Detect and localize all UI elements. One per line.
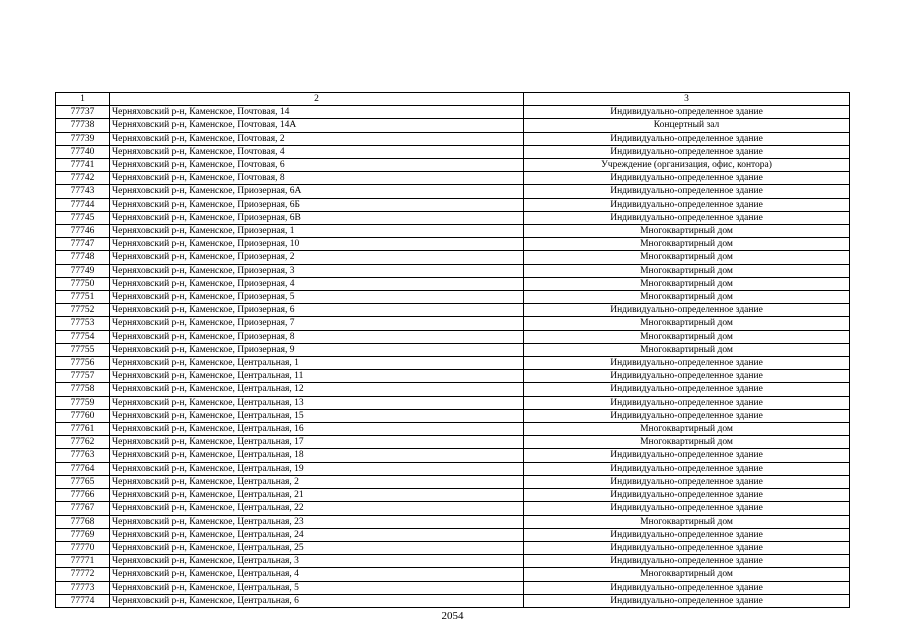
cell-object-number: 77762 — [56, 436, 110, 449]
table-row — [56, 238, 850, 251]
table-row — [56, 555, 850, 568]
cell-object-type: Индивидуально-определенное здание — [524, 211, 850, 224]
page-number: 2054 — [441, 610, 464, 622]
cell-object-type: Многоквартирный дом — [524, 436, 850, 449]
table-row — [56, 462, 850, 475]
cell-object-number: 77752 — [56, 304, 110, 317]
cell-address: Черняховский р-н, Каменское, Почтовая, 14 — [110, 106, 524, 119]
table-row — [56, 251, 850, 264]
table-row — [56, 502, 850, 515]
cell-address: Черняховский р-н, Каменское, Приозерная, 7 — [110, 317, 524, 330]
table-row — [56, 225, 850, 238]
table-row — [56, 317, 850, 330]
table-row — [56, 594, 850, 607]
cell-address: Черняховский р-н, Каменское, Центральная, 24 — [110, 528, 524, 541]
cell-object-number: 77764 — [56, 462, 110, 475]
cell-address: Черняховский р-н, Каменское, Почтовая, 4 — [110, 145, 524, 158]
table-row — [56, 541, 850, 554]
cell-object-type: Индивидуально-определенное здание — [524, 383, 850, 396]
table-row — [56, 185, 850, 198]
table-row — [56, 106, 850, 119]
table-row — [56, 489, 850, 502]
cell-address: Черняховский р-н, Каменское, Центральная, 19 — [110, 462, 524, 475]
column-header-number: 1 — [56, 93, 110, 106]
cell-address: Черняховский р-н, Каменское, Почтовая, 14А — [110, 119, 524, 132]
cell-object-number: 77737 — [56, 106, 110, 119]
cell-address: Черняховский р-н, Каменское, Центральная, 11 — [110, 370, 524, 383]
cell-address: Черняховский р-н, Каменское, Приозерная, 8 — [110, 330, 524, 343]
cell-object-number: 77745 — [56, 211, 110, 224]
cell-object-type: Многоквартирный дом — [524, 291, 850, 304]
table-row — [56, 423, 850, 436]
cell-object-type: Многоквартирный дом — [524, 343, 850, 356]
table-row — [56, 145, 850, 158]
cell-object-number: 77770 — [56, 541, 110, 554]
cell-object-type: Концертный зал — [524, 119, 850, 132]
table-row — [56, 436, 850, 449]
cell-object-type: Индивидуально-определенное здание — [524, 541, 850, 554]
table-row — [56, 264, 850, 277]
table-row — [56, 119, 850, 132]
table-row — [56, 357, 850, 370]
cell-object-number: 77743 — [56, 185, 110, 198]
cell-address: Черняховский р-н, Каменское, Приозерная, 9 — [110, 343, 524, 356]
cell-object-type: Индивидуально-определенное здание — [524, 396, 850, 409]
cell-object-type: Индивидуально-определенное здание — [524, 475, 850, 488]
cell-address: Черняховский р-н, Каменское, Центральная, 12 — [110, 383, 524, 396]
cell-address: Черняховский р-н, Каменское, Почтовая, 6 — [110, 159, 524, 172]
table-row — [56, 409, 850, 422]
cell-address: Черняховский р-н, Каменское, Центральная, 5 — [110, 581, 524, 594]
cell-object-type: Индивидуально-определенное здание — [524, 198, 850, 211]
cell-object-number: 77747 — [56, 238, 110, 251]
table-row — [56, 172, 850, 185]
cell-object-number: 77744 — [56, 198, 110, 211]
table-row — [56, 211, 850, 224]
cell-address: Черняховский р-н, Каменское, Приозерная, 2 — [110, 251, 524, 264]
cell-object-number: 77741 — [56, 159, 110, 172]
cell-object-type: Индивидуально-определенное здание — [524, 581, 850, 594]
cell-address: Черняховский р-н, Каменское, Приозерная, 4 — [110, 277, 524, 290]
cell-object-number: 77765 — [56, 475, 110, 488]
cell-object-type: Индивидуально-определенное здание — [524, 502, 850, 515]
cell-object-type: Многоквартирный дом — [524, 330, 850, 343]
cell-object-number: 77758 — [56, 383, 110, 396]
cell-address: Черняховский р-н, Каменское, Приозерная, 1 — [110, 225, 524, 238]
cell-object-number: 77750 — [56, 277, 110, 290]
cell-object-type: Индивидуально-определенное здание — [524, 145, 850, 158]
cell-object-type: Многоквартирный дом — [524, 251, 850, 264]
cell-object-type: Индивидуально-определенное здание — [524, 185, 850, 198]
cell-address: Черняховский р-н, Каменское, Центральная, 23 — [110, 515, 524, 528]
cell-object-type: Индивидуально-определенное здание — [524, 132, 850, 145]
cell-object-type: Многоквартирный дом — [524, 515, 850, 528]
cell-address: Черняховский р-н, Каменское, Приозерная, 6Б — [110, 198, 524, 211]
cell-address: Черняховский р-н, Каменское, Центральная, 25 — [110, 541, 524, 554]
cell-object-number: 77774 — [56, 594, 110, 607]
table-row — [56, 528, 850, 541]
table-row — [56, 449, 850, 462]
cell-object-number: 77739 — [56, 132, 110, 145]
cell-object-type: Индивидуально-определенное здание — [524, 555, 850, 568]
cell-address: Черняховский р-н, Каменское, Приозерная, 6 — [110, 304, 524, 317]
cell-object-type: Индивидуально-определенное здание — [524, 172, 850, 185]
cell-address: Черняховский р-н, Каменское, Центральная, 6 — [110, 594, 524, 607]
table-row — [56, 330, 850, 343]
cell-address: Черняховский р-н, Каменское, Приозерная, 10 — [110, 238, 524, 251]
table-row — [56, 277, 850, 290]
cell-object-number: 77763 — [56, 449, 110, 462]
cell-object-number: 77738 — [56, 119, 110, 132]
cell-object-type: Многоквартирный дом — [524, 568, 850, 581]
cell-object-number: 77772 — [56, 568, 110, 581]
table-row — [56, 581, 850, 594]
table-row — [56, 304, 850, 317]
cell-object-number: 77754 — [56, 330, 110, 343]
cell-object-type: Многоквартирный дом — [524, 317, 850, 330]
cell-object-number: 77771 — [56, 555, 110, 568]
cell-object-number: 77755 — [56, 343, 110, 356]
cell-address: Черняховский р-н, Каменское, Приозерная, 6В — [110, 211, 524, 224]
cell-address: Черняховский р-н, Каменское, Центральная, 16 — [110, 423, 524, 436]
cell-object-number: 77756 — [56, 357, 110, 370]
cell-object-type: Индивидуально-определенное здание — [524, 106, 850, 119]
table-header-row — [56, 93, 850, 106]
cell-object-number: 77746 — [56, 225, 110, 238]
cell-object-type: Индивидуально-определенное здание — [524, 449, 850, 462]
cell-address: Черняховский р-н, Каменское, Центральная, 22 — [110, 502, 524, 515]
cell-object-type: Индивидуально-определенное здание — [524, 462, 850, 475]
cell-object-number: 77749 — [56, 264, 110, 277]
cell-object-number: 77759 — [56, 396, 110, 409]
cell-address: Черняховский р-н, Каменское, Центральная, 17 — [110, 436, 524, 449]
cell-object-type: Индивидуально-определенное здание — [524, 489, 850, 502]
cell-object-number: 77769 — [56, 528, 110, 541]
cell-object-type: Индивидуально-определенное здание — [524, 528, 850, 541]
cell-object-type: Индивидуально-определенное здание — [524, 357, 850, 370]
cell-address: Черняховский р-н, Каменское, Центральная, 1 — [110, 357, 524, 370]
cell-address: Черняховский р-н, Каменское, Центральная, 4 — [110, 568, 524, 581]
table-row — [56, 475, 850, 488]
table-row — [56, 568, 850, 581]
cell-address: Черняховский р-н, Каменское, Приозерная, 6А — [110, 185, 524, 198]
cell-object-number: 77766 — [56, 489, 110, 502]
column-header-address: 2 — [110, 93, 524, 106]
cell-object-number: 77740 — [56, 145, 110, 158]
cell-object-type: Многоквартирный дом — [524, 423, 850, 436]
cell-object-number: 77757 — [56, 370, 110, 383]
cell-object-number: 77761 — [56, 423, 110, 436]
cell-object-number: 77767 — [56, 502, 110, 515]
table-row — [56, 198, 850, 211]
cell-address: Черняховский р-н, Каменское, Центральная, 13 — [110, 396, 524, 409]
cell-object-number: 77751 — [56, 291, 110, 304]
table-row — [56, 132, 850, 145]
cell-address: Черняховский р-н, Каменское, Приозерная, 3 — [110, 264, 524, 277]
cell-object-type: Индивидуально-определенное здание — [524, 594, 850, 607]
cell-object-type: Индивидуально-определенное здание — [524, 304, 850, 317]
cell-object-type: Многоквартирный дом — [524, 238, 850, 251]
cell-object-type: Многоквартирный дом — [524, 264, 850, 277]
cell-object-type: Многоквартирный дом — [524, 225, 850, 238]
cell-object-number: 77742 — [56, 172, 110, 185]
cell-object-type: Многоквартирный дом — [524, 277, 850, 290]
cell-object-number: 77748 — [56, 251, 110, 264]
cell-address: Черняховский р-н, Каменское, Центральная, 2 — [110, 475, 524, 488]
cell-object-number: 77753 — [56, 317, 110, 330]
cell-address: Черняховский р-н, Каменское, Почтовая, 2 — [110, 132, 524, 145]
cell-address: Черняховский р-н, Каменское, Центральная, 18 — [110, 449, 524, 462]
cell-object-type: Индивидуально-определенное здание — [524, 409, 850, 422]
table-row — [56, 343, 850, 356]
cell-address: Черняховский р-н, Каменское, Центральная, 3 — [110, 555, 524, 568]
cell-object-number: 77768 — [56, 515, 110, 528]
table-row — [56, 291, 850, 304]
cell-address: Черняховский р-н, Каменское, Центральная, 21 — [110, 489, 524, 502]
registry-table — [55, 92, 850, 608]
cell-address: Черняховский р-н, Каменское, Почтовая, 8 — [110, 172, 524, 185]
table-row — [56, 383, 850, 396]
cell-object-type: Учреждение (организация, офис, контора) — [524, 159, 850, 172]
cell-address: Черняховский р-н, Каменское, Приозерная, 5 — [110, 291, 524, 304]
cell-address: Черняховский р-н, Каменское, Центральная, 15 — [110, 409, 524, 422]
table-row — [56, 159, 850, 172]
table-row — [56, 370, 850, 383]
registry-table-body — [56, 93, 850, 608]
column-header-type: 3 — [524, 93, 850, 106]
table-row — [56, 515, 850, 528]
cell-object-type: Индивидуально-определенное здание — [524, 370, 850, 383]
cell-object-number: 77760 — [56, 409, 110, 422]
table-row — [56, 396, 850, 409]
cell-object-number: 77773 — [56, 581, 110, 594]
